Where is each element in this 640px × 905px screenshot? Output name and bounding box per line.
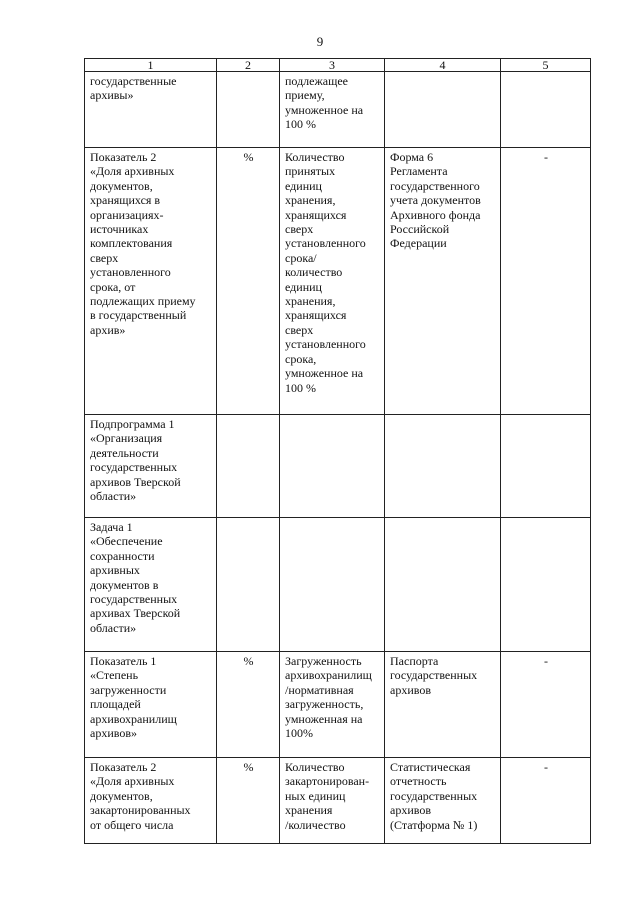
indicator-name: Показатель 2 «Доля архивных документов, хранящихся в организациях- источниках комплектования сверх установленного срока, от подлежащих приему в государственный архив» (90, 150, 196, 337)
note-cell (501, 758, 591, 844)
empty-cell (501, 415, 591, 518)
unit-cell (217, 72, 280, 148)
page-number: 9 (316, 34, 324, 49)
indicator-name: Показатель 2 «Доля архивных документов, закартонированных от общего числа (90, 760, 191, 832)
table-row (85, 758, 591, 844)
note: - (544, 654, 548, 668)
unit: % (243, 760, 254, 774)
table-row (85, 148, 591, 415)
empty-cell (385, 415, 501, 518)
table-row (85, 518, 591, 652)
column-header-5: 5 (501, 59, 591, 72)
indicators-table (84, 58, 591, 844)
empty-cell (217, 415, 280, 518)
table-row (85, 72, 591, 148)
empty-cell (280, 415, 385, 518)
source-cell (385, 652, 501, 758)
note-cell (501, 72, 591, 148)
formula: Загруженность архивохранилищ /нормативная загруженность, умноженная на 100% (285, 654, 372, 741)
empty-cell (501, 518, 591, 652)
unit-cell (217, 758, 280, 844)
source-cell (385, 758, 501, 844)
unit: % (243, 150, 254, 164)
column-header-4: 4 (385, 59, 501, 72)
empty-cell (385, 518, 501, 652)
empty-cell (280, 518, 385, 652)
formula-cell (280, 148, 385, 415)
formula: Количество принятых единиц хранения, хранящихся сверх установленного срока/ количество единиц хранения, хранящихся сверх установленного срока, умноженное на 100 % (285, 150, 366, 395)
indicator-name-cell (85, 148, 217, 415)
header-row (85, 59, 591, 72)
note-cell (501, 652, 591, 758)
table-row (85, 652, 591, 758)
unit-cell (217, 148, 280, 415)
indicator-name-cell (85, 758, 217, 844)
note: - (544, 150, 548, 164)
formula-cell (280, 72, 385, 148)
unit: % (243, 654, 254, 668)
column-header-2: 2 (217, 59, 280, 72)
column-header-1: 1 (85, 59, 217, 72)
formula: Количество закартонирован- ных единиц хранения /количество (285, 760, 370, 832)
source-cell (385, 72, 501, 148)
formula-cell (280, 652, 385, 758)
source: Статистическая отчетность государственных архивов (Статформа № 1) (390, 760, 478, 832)
source: Форма 6 Регламента государственного учета документов Архивного фонда Российской Федерации (390, 150, 481, 251)
empty-cell (217, 518, 280, 652)
formula-cell (280, 758, 385, 844)
subprogram-cell (85, 415, 217, 518)
column-header-3: 3 (280, 59, 385, 72)
task-cell (85, 518, 217, 652)
indicator-name: Показатель 1 «Степень загруженности площадей архивохранилищ архивов» (90, 654, 177, 741)
task-title: Задача 1 «Обеспечение сохранности архивных документов в государственных архивах Тверской области» (90, 520, 181, 635)
unit-cell (217, 652, 280, 758)
formula: подлежащее приему, умноженное на 100 % (285, 74, 364, 132)
indicator-name: государственные архивы» (90, 74, 177, 103)
source: Паспорта государственных архивов (390, 654, 478, 697)
indicator-name-cell (85, 652, 217, 758)
note: - (544, 760, 548, 774)
table-row (85, 415, 591, 518)
indicator-name-cell (85, 72, 217, 148)
note-cell (501, 148, 591, 415)
source-cell (385, 148, 501, 415)
subprogram-title: Подпрограмма 1 «Организация деятельности государственных архивов Тверской области» (90, 417, 181, 504)
